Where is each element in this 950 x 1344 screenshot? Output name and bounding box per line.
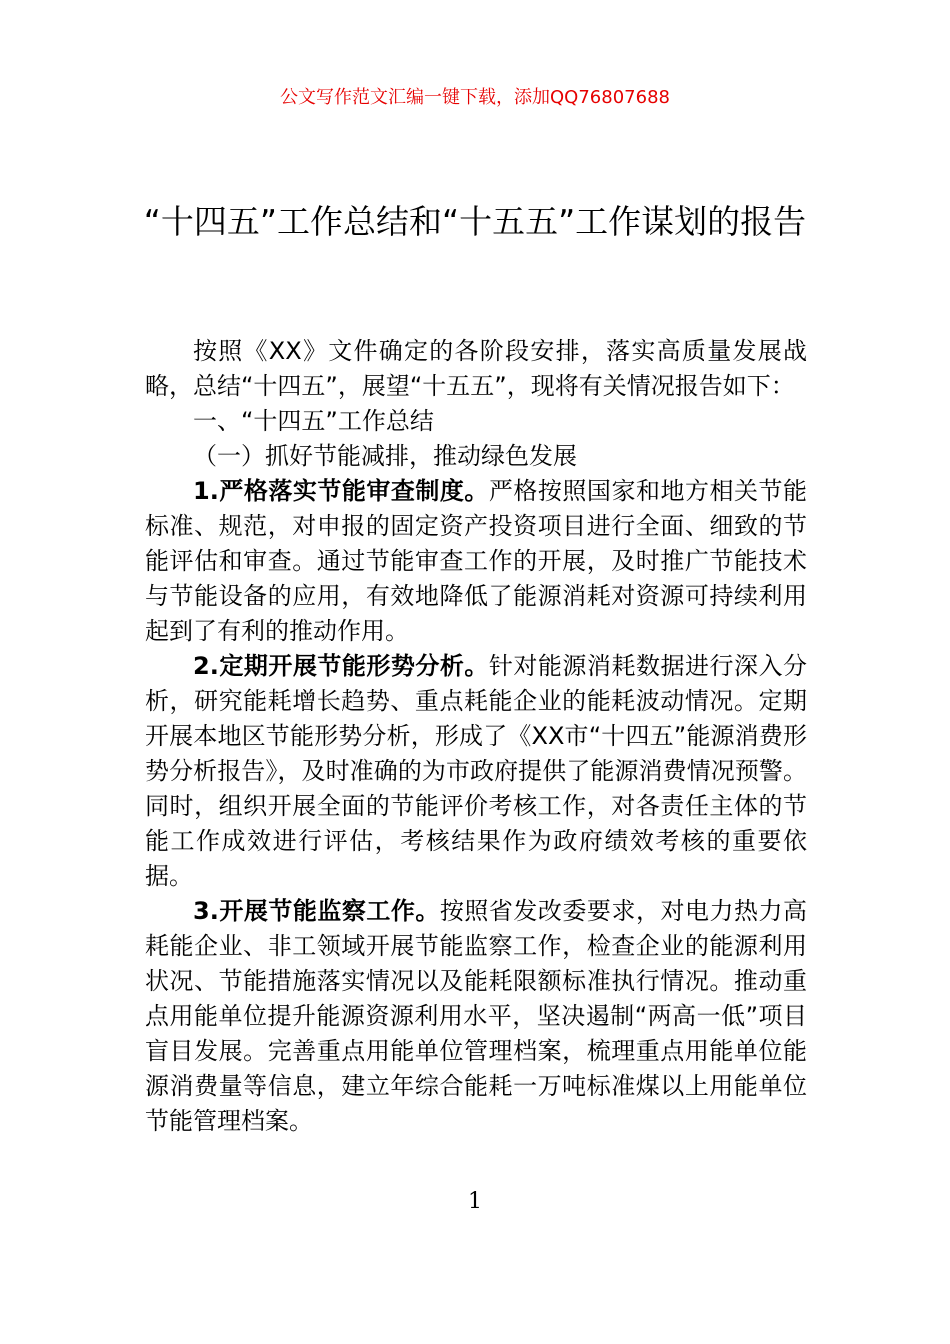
document-body — [145, 334, 807, 1139]
item-lead-3: 3.开展节能监察工作。 — [193, 897, 440, 925]
intro-paragraph: 按照《XX》文件确定的各阶段安排，落实高质量发展战略，总结“十四五”，展望“十五五”，现将有关情况报告如下： — [145, 337, 807, 400]
item-paragraph-2 — [145, 649, 807, 894]
item-text-1: 严格按照国家和地方相关节能标准、规范，对申报的固定资产投资项目进行全面、细致的节能评估和审查。通过节能审查工作的开展，及时推广节能技术与节能设备的应用，有效地降低了能源消耗对资源可持续利用起到了有利的推动作用。 — [145, 477, 807, 645]
item-paragraph-3 — [145, 894, 807, 1139]
item-text-2: 针对能源消耗数据进行深入分析，研究能耗增长趋势、重点耗能企业的能耗波动情况。定期开展本地区节能形势分析，形成了《XX市“十四五”能源消费形势分析报告》，及时准确的为市政府提供了能源消费情况预警。同时，组织开展全面的节能评价考核工作，对各责任主体的节能工作成效进行评估，考核结果作为政府绩效考核的重要依据。 — [145, 652, 807, 890]
item-lead-2: 2.定期开展节能形势分析。 — [193, 652, 489, 680]
subsection-heading: （一）抓好节能减排，推动绿色发展 — [193, 442, 577, 470]
document-title: “十四五”工作总结和“十五五”工作谋划的报告 — [143, 202, 807, 242]
item-text-3: 按照省发改委要求，对电力热力高耗能企业、非工领域开展节能监察工作，检查企业的能源利用状况、节能措施落实情况以及能耗限额标准执行情况。推动重点用能单位提升能源资源利用水平，坚决遏制“两高一低”项目盲目发展。完善重点用能单位管理档案，梳理重点用能单位能源消费量等信息，建立年综合能耗一万吨标准煤以上用能单位节能管理档案。 — [145, 897, 807, 1135]
item-paragraph-1 — [145, 474, 807, 649]
download-promo-note: 公文写作范文汇编一键下载，添加QQ76807688 — [280, 87, 670, 108]
section-heading: 一、“十四五”工作总结 — [193, 407, 434, 435]
page-number: 1 — [468, 1189, 482, 1214]
item-lead-1: 1.严格落实节能审查制度。 — [193, 477, 489, 505]
